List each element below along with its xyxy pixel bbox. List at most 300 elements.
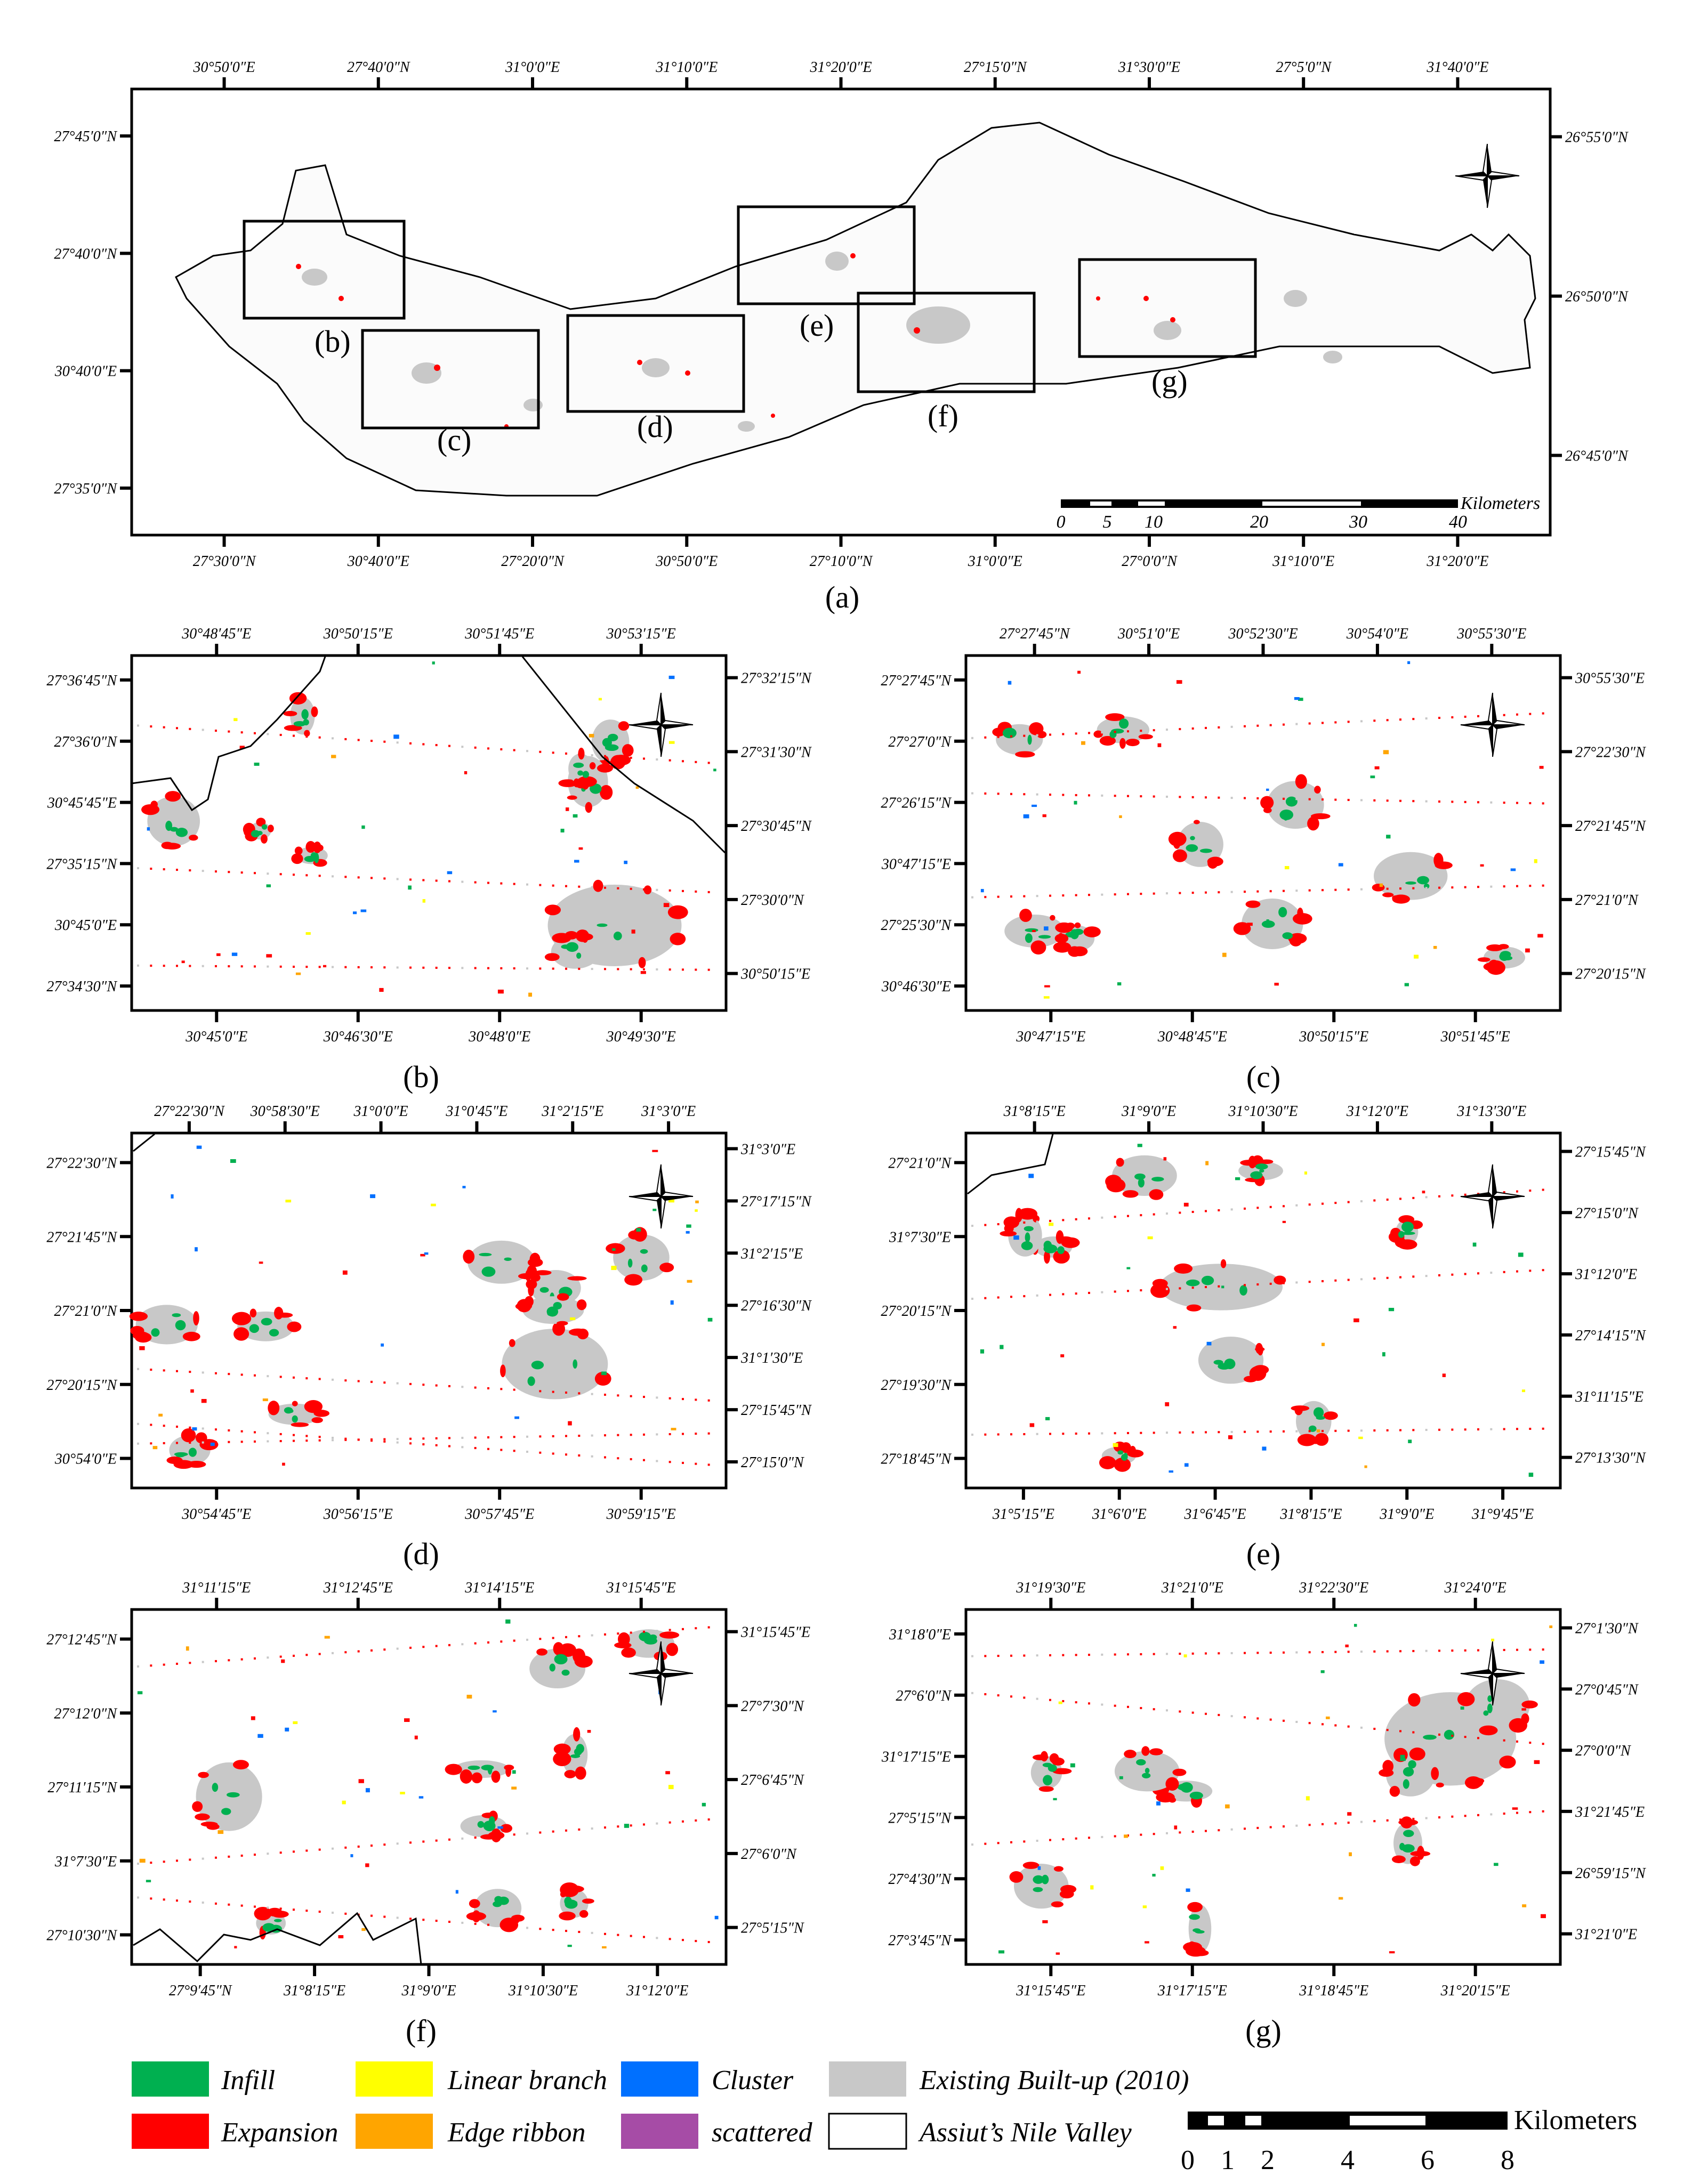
linear-dot (1205, 1713, 1207, 1715)
linear-dot (358, 1846, 360, 1848)
expansion-patch (1051, 1902, 1063, 1907)
expansion-patch (1194, 820, 1200, 824)
svg-text:(g): (g) (1151, 364, 1188, 399)
edge-ribbon-dot (361, 1928, 366, 1931)
right-coordinate-label: 31°21′45″E (1575, 1803, 1645, 1821)
expansion-patch (1246, 901, 1261, 908)
infill-dot (1126, 1267, 1130, 1269)
linear-dot (565, 753, 567, 755)
linear-dot (1218, 1714, 1220, 1716)
panel-e-map[interactable] (966, 1133, 1560, 1488)
linear-dot (578, 1829, 580, 1831)
linear-dot (487, 1387, 489, 1389)
right-coordinate-label: 26°59′15″N (1575, 1865, 1646, 1882)
linear-dot (1412, 800, 1414, 802)
linear-dot (1477, 1428, 1479, 1430)
linear-dot (1127, 795, 1129, 797)
linear-dot (1088, 1654, 1090, 1656)
expansion-patch (1019, 909, 1032, 922)
panel-d-map[interactable] (132, 1133, 726, 1488)
linear-dot (1425, 1275, 1428, 1277)
linear-branch-dot (400, 1792, 405, 1794)
linear-branch-dot (423, 899, 425, 903)
top-coordinate-label: 31°21′0″E (1161, 1580, 1223, 1596)
infill-patch (1033, 1887, 1043, 1892)
linear-dot (319, 875, 321, 877)
linear-dot (656, 758, 658, 761)
linear-dot (215, 965, 217, 967)
expansion-dot (1353, 1319, 1359, 1322)
left-coordinate-label: 30°47′15″E (881, 856, 951, 873)
linear-dot (1477, 886, 1479, 888)
linear-dot (1283, 1430, 1285, 1433)
svg-text:1: 1 (1221, 2145, 1235, 2175)
infill-patch (640, 1249, 648, 1254)
linear-dot (1295, 1825, 1298, 1827)
infill-patch (1186, 844, 1198, 852)
left-coordinate-label: 27°10′30″N (46, 1927, 117, 1944)
edge-ribbon-dot (467, 1695, 472, 1698)
expansion-patch (174, 1460, 194, 1469)
panel-a-map[interactable] (132, 89, 1550, 535)
infill-patch (1048, 1765, 1057, 1772)
left-coordinate-label: 27°6′0″N (896, 1687, 951, 1704)
linear-dot (254, 872, 256, 874)
linear-dot (1010, 1655, 1012, 1657)
linear-dot (1334, 1724, 1336, 1726)
linear-dot (436, 967, 438, 969)
right-coordinate-label: 27°15′0″N (1575, 1205, 1638, 1222)
expansion-patch (1141, 1746, 1149, 1756)
expansion-patch (198, 1772, 208, 1778)
infill-dot (1382, 1352, 1385, 1356)
linear-dot (163, 1898, 165, 1900)
expansion-patch (575, 1655, 593, 1668)
linear-dot (1127, 1653, 1129, 1655)
linear-branch-dot (1161, 1866, 1164, 1870)
linear-branch-dot (1522, 1389, 1525, 1392)
linear-dot (708, 1433, 710, 1435)
expansion-patch (1436, 1783, 1444, 1787)
linear-dot (474, 1923, 477, 1925)
linear-dot (358, 876, 360, 878)
expansion-dot (182, 960, 185, 963)
linear-dot (254, 1431, 256, 1433)
expansion-patch (165, 791, 181, 802)
left-coordinate-label: 31°7′30″E (889, 1229, 951, 1246)
linear-dot (1309, 1824, 1311, 1826)
linear-dot (202, 1442, 204, 1444)
edge-ribbon-dot (1081, 741, 1085, 745)
left-coordinate-label: 27°18′45″N (881, 1451, 951, 1468)
expansion-patch (577, 1329, 589, 1339)
linear-dot (1023, 793, 1025, 795)
bottom-coordinate-label: 27°30′0″N (192, 553, 256, 570)
expansion-patch (263, 1910, 273, 1914)
expansion-dot (1345, 1645, 1348, 1647)
linear-dot (591, 1435, 593, 1437)
expansion-patch (1521, 1701, 1537, 1709)
linear-dot (1438, 1816, 1440, 1818)
linear-dot (656, 1937, 658, 1939)
right-coordinate-label: 27°21′0″N (1575, 892, 1638, 909)
infill-dot (1518, 1252, 1524, 1257)
bottom-coordinate-label: 30°48′0″E (469, 1029, 531, 1045)
expansion-patch (1314, 786, 1321, 794)
cluster-dot (171, 1194, 173, 1199)
right-coordinate-label: 27°15′0″N (741, 1454, 804, 1471)
infill-dot (1138, 1144, 1142, 1147)
linear-dot (344, 1913, 347, 1915)
expansion-patch (564, 1770, 576, 1778)
expansion-patch (1207, 858, 1218, 869)
linear-dot (383, 966, 385, 968)
linear-dot (397, 1382, 399, 1385)
expansion-dot (1247, 923, 1253, 926)
bottom-coordinate-label: 31°8′15″E (284, 1983, 346, 1999)
linear-dot (1477, 1649, 1479, 1652)
linear-dot (695, 1433, 697, 1435)
linear-dot (552, 1391, 554, 1393)
linear-dot (1270, 1719, 1272, 1721)
linear-dot (1399, 1650, 1401, 1652)
expansion-dot (359, 1779, 364, 1783)
linear-dot (1049, 895, 1051, 897)
expansion-dot (641, 971, 646, 974)
linear-dot (1516, 1741, 1518, 1743)
linear-dot (1348, 1201, 1350, 1203)
infill-patch (1004, 731, 1011, 735)
linear-dot (137, 1665, 139, 1668)
cluster-dot (370, 1194, 375, 1198)
linear-dot (591, 886, 593, 888)
bottom-coordinate-label: 31°10′0″E (1272, 553, 1335, 570)
linear-dot (669, 1461, 671, 1463)
linear-dot (358, 739, 360, 741)
linear-dot (1153, 1289, 1155, 1291)
left-coordinate-label: 27°20′15″N (46, 1377, 117, 1394)
linear-dot (1438, 1429, 1440, 1431)
linear-dot (1399, 1276, 1401, 1279)
linear-dot (1373, 1277, 1375, 1280)
linear-dot (1412, 1731, 1414, 1733)
linear-dot (539, 967, 541, 969)
right-coordinate-label: 27°1′30″N (1575, 1620, 1638, 1637)
expansion-patch (268, 824, 274, 832)
linear-branch-dot (1059, 1702, 1062, 1704)
cluster-dot (447, 871, 452, 875)
legend (132, 2061, 1637, 2175)
expansion-patch (311, 1417, 323, 1423)
linear-dot (215, 1903, 217, 1905)
linear-dot (1256, 891, 1259, 893)
linear-dot (319, 1439, 321, 1442)
linear-dot (708, 969, 710, 971)
linear-dot (1490, 1428, 1492, 1430)
edge-ribbon-dot (1205, 1161, 1208, 1166)
infill-patch (1193, 1928, 1200, 1932)
linear-dot (500, 1436, 502, 1438)
linear-dot (695, 969, 697, 971)
infill-dot (1473, 1243, 1477, 1247)
linear-dot (971, 1655, 973, 1657)
legend-swatch (829, 2061, 906, 2097)
right-coordinate-label: 27°31′30″N (741, 744, 811, 761)
edge-ribbon-dot (217, 1830, 223, 1834)
expansion-patch (545, 953, 560, 961)
infill-patch (176, 1453, 185, 1457)
caption-f: (f) (406, 2013, 437, 2048)
linear-dot (332, 966, 334, 968)
linear-dot (1425, 800, 1428, 803)
linear-dot (1360, 1429, 1363, 1431)
linear-dot (1348, 1279, 1350, 1281)
linear-dot (1360, 1821, 1363, 1823)
expansion-patch (1055, 934, 1069, 943)
linear-dot (1270, 1430, 1272, 1433)
linear-dot (1256, 1717, 1259, 1719)
expansion-patch (1099, 1456, 1116, 1469)
linear-dot (189, 1442, 191, 1444)
linear-dot (1322, 722, 1324, 724)
expansion-dot (652, 1150, 658, 1152)
infill-patch (576, 952, 581, 958)
linear-dot (344, 1651, 347, 1653)
linear-dot (997, 736, 1000, 738)
infill-patch (1283, 811, 1289, 821)
expansion-dot (1165, 1402, 1169, 1406)
panel-c-map[interactable] (966, 656, 1560, 1010)
expansion-patch (1174, 1264, 1193, 1274)
expansion-dot (1283, 1221, 1286, 1223)
linear-dot (409, 1438, 412, 1440)
linear-dot (695, 761, 697, 763)
expansion-patch (1392, 895, 1410, 904)
edge-ribbon-dot (1339, 1897, 1343, 1900)
linear-branch-dot (611, 1266, 616, 1270)
cluster-dot (353, 911, 357, 914)
linear-dot (1309, 889, 1311, 892)
linear-dot (1503, 1649, 1505, 1651)
left-coordinate-label: 27°12′0″N (54, 1705, 117, 1722)
bottom-coordinate-label: 30°40′0″E (347, 553, 409, 570)
linear-dot (604, 1633, 606, 1636)
expansion-dot (1043, 814, 1046, 817)
linear-dot (1477, 1272, 1479, 1274)
linear-dot (617, 1825, 619, 1827)
expansion-dot (1389, 1951, 1395, 1953)
bottom-coordinate-label: 30°54′45″E (182, 1506, 252, 1523)
linear-dot (332, 875, 334, 877)
linear-dot (267, 1853, 269, 1855)
linear-dot (137, 1368, 139, 1370)
built-up-patch (502, 1329, 608, 1399)
bottom-coordinate-label: 31°10′30″E (508, 1983, 578, 1999)
bottom-coordinate-label: 31°20′0″E (1427, 553, 1489, 570)
linear-dot (1348, 888, 1350, 891)
linear-dot (436, 880, 438, 882)
linear-dot (202, 1902, 204, 1904)
linear-dot (565, 1453, 567, 1455)
right-coordinate-label: 27°32′15″N (741, 670, 811, 687)
linear-dot (1270, 797, 1272, 799)
linear-dot (189, 728, 191, 730)
linear-dot (617, 1632, 619, 1635)
linear-dot (1179, 1287, 1181, 1289)
linear-dot (578, 886, 580, 888)
expansion-patch (469, 1899, 480, 1908)
linear-dot (591, 968, 593, 970)
linear-dot (552, 1831, 554, 1833)
linear-dot (1412, 1197, 1414, 1199)
linear-dot (1295, 1430, 1298, 1433)
linear-dot (604, 1394, 606, 1396)
linear-dot (358, 966, 360, 968)
infill-patch (1398, 1231, 1405, 1238)
top-coordinate-label: 31°15′45″E (606, 1580, 676, 1596)
linear-dot (513, 1833, 515, 1835)
linear-dot (1425, 887, 1428, 889)
svg-text:8: 8 (1501, 2145, 1514, 2175)
linear-dot (1503, 1271, 1505, 1273)
linear-dot (630, 1434, 632, 1436)
linear-dot (150, 1897, 152, 1899)
linear-dot (319, 1911, 321, 1913)
linear-dot (215, 1441, 217, 1443)
linear-dot (695, 1819, 697, 1822)
linear-dot (1360, 888, 1363, 891)
linear-dot (1192, 1431, 1194, 1434)
linear-dot (422, 1646, 424, 1648)
expansion-patch (463, 1250, 474, 1264)
linear-dot (971, 1434, 973, 1436)
right-coordinate-label: 31°11′15″E (1575, 1388, 1644, 1405)
linear-dot (1283, 798, 1285, 800)
linear-branch-dot (1304, 1171, 1307, 1175)
linear-dot (643, 1823, 645, 1825)
linear-dot (669, 1822, 671, 1824)
infill-dot (1117, 982, 1121, 985)
linear-dot (1451, 800, 1453, 803)
bottom-coordinate-label: 31°6′45″E (1184, 1506, 1246, 1523)
infill-patch (1024, 1226, 1034, 1232)
infill-patch (1255, 1163, 1268, 1169)
linear-dot (461, 1643, 463, 1645)
expansion-patch (1054, 1866, 1063, 1871)
linear-dot (1283, 1825, 1285, 1827)
linear-dot (526, 1832, 528, 1834)
linear-dot (500, 1388, 502, 1390)
infill-patch (1138, 1178, 1145, 1188)
linear-dot (1075, 1433, 1077, 1435)
linear-dot (526, 1639, 528, 1641)
linear-dot (1412, 1429, 1414, 1431)
infill-patch (489, 1816, 495, 1825)
linear-dot (1010, 1695, 1012, 1697)
linear-dot (552, 751, 554, 754)
top-coordinate-label: 31°8′15″E (1003, 1103, 1066, 1120)
right-coordinate-label: 27°6′45″N (741, 1772, 804, 1789)
infill-dot (138, 1691, 142, 1694)
linear-dot (241, 965, 243, 967)
expansion-patch (593, 880, 603, 892)
linear-dot (254, 1657, 256, 1660)
linear-dot (1101, 894, 1103, 896)
linear-dot (1516, 1812, 1518, 1814)
linear-dot (383, 1381, 385, 1384)
linear-dot (1451, 1429, 1453, 1431)
linear-dot (305, 1910, 308, 1912)
linear-dot (565, 1636, 567, 1638)
expansion-patch (1060, 1885, 1076, 1894)
linear-dot (280, 1376, 282, 1378)
linear-dot (1088, 1217, 1090, 1219)
linear-dot (370, 1915, 373, 1917)
linear-branch-dot (1285, 866, 1289, 869)
expansion-patch (1315, 1433, 1328, 1446)
infill-patch (1239, 1285, 1247, 1296)
linear-dot (1166, 1431, 1168, 1434)
linear-dot (228, 1659, 230, 1661)
cluster-dot (393, 734, 399, 739)
caption-d: (d) (403, 1536, 439, 1571)
infill-dot (561, 829, 565, 832)
linear-dot (254, 732, 256, 734)
linear-dot (1244, 1431, 1246, 1433)
linear-dot (984, 1655, 986, 1657)
linear-dot (1438, 800, 1440, 803)
linear-dot (1140, 1653, 1142, 1655)
linear-dot (1516, 714, 1518, 716)
linear-dot (422, 879, 424, 881)
linear-dot (1049, 1294, 1051, 1296)
cluster-dot (195, 1247, 198, 1251)
right-coordinate-label: 27°30′0″N (741, 892, 804, 909)
svg-text:Assiut’s Nile Valley: Assiut’s Nile Valley (920, 2117, 1132, 2148)
infill-dot (1321, 1670, 1325, 1673)
linear-dot (1516, 802, 1518, 804)
svg-text:Expansion: Expansion (221, 2117, 339, 2148)
linear-dot (1451, 1649, 1453, 1652)
linear-dot (215, 1857, 217, 1859)
linear-dot (1179, 1212, 1181, 1214)
linear-dot (1516, 1428, 1518, 1430)
linear-dot (1283, 890, 1285, 892)
linear-dot (1101, 1836, 1103, 1838)
svg-text:(e): (e) (800, 308, 834, 343)
bottom-coordinate-label: 31°9′0″E (1380, 1506, 1435, 1523)
right-coordinate-label: 26°55′0″N (1565, 129, 1628, 146)
linear-dot (1114, 1705, 1116, 1707)
right-coordinate-label: 27°7′30″N (741, 1698, 804, 1715)
linear-dot (1256, 1652, 1259, 1654)
infill-patch (1403, 1767, 1414, 1777)
linear-dot (280, 734, 282, 736)
expansion-patch (618, 1632, 630, 1646)
linear-dot (1166, 1653, 1168, 1655)
linear-dot (1075, 1292, 1077, 1295)
cluster-dot (419, 1796, 423, 1798)
caption-g: (g) (1245, 2013, 1282, 2048)
bottom-coordinate-label: 27°9′45″N (168, 1983, 232, 1999)
linear-dot (656, 1396, 658, 1398)
linear-dot (1503, 885, 1505, 887)
linear-dot (1101, 1217, 1103, 1219)
bottom-coordinate-label: 30°50′0″E (656, 553, 718, 570)
linear-dot (1140, 1214, 1142, 1216)
expansion-dot (1184, 1203, 1189, 1207)
edge-ribbon-dot (1522, 1904, 1526, 1907)
